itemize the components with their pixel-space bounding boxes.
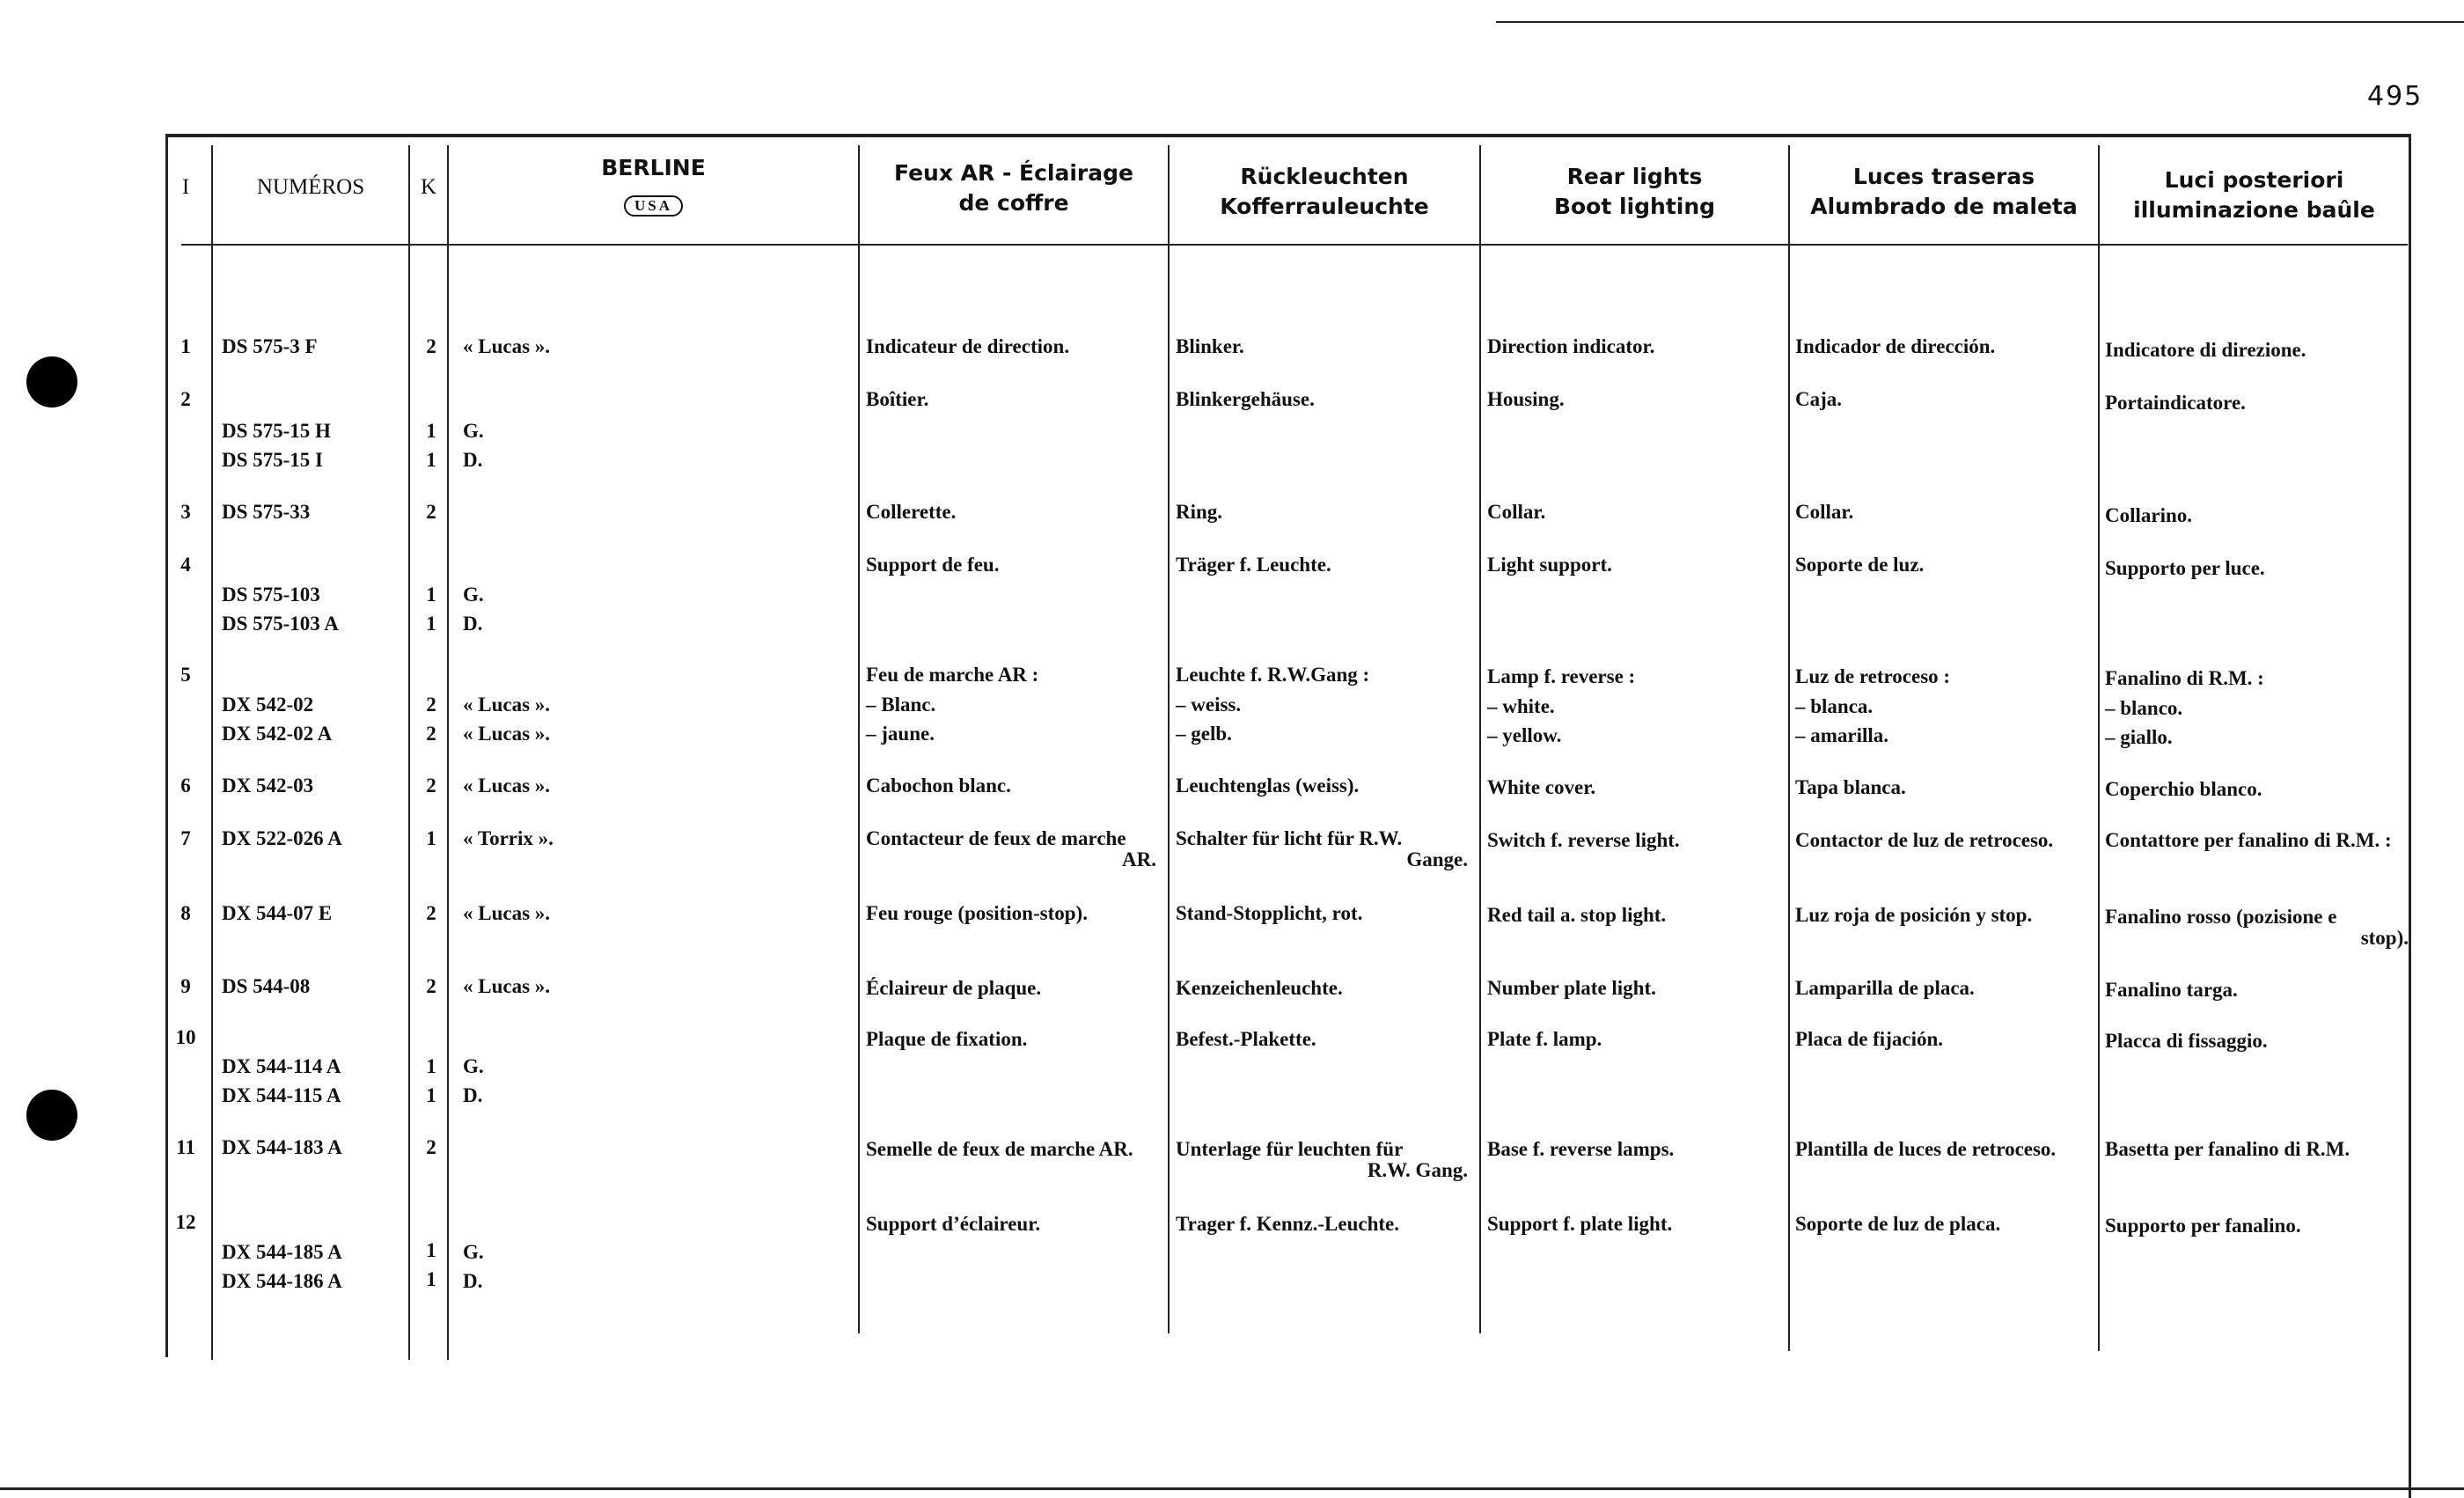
header-model-label: BERLINE: [601, 155, 706, 180]
desc-french: AR.: [1122, 848, 1156, 870]
desc-german: Ring.: [1176, 501, 1223, 523]
desc-german: Leuchte f. R.W.Gang :: [1176, 664, 1370, 686]
col-divider: [408, 145, 410, 1360]
part-number: DX 542-03: [222, 775, 314, 797]
desc-french: Plaque de fixation.: [866, 1028, 1028, 1050]
header-model: [449, 153, 858, 218]
part-number: DS 575-15 H: [222, 420, 331, 442]
desc-french: Indicateur de direction.: [866, 335, 1070, 357]
desc-spanish: Luz roja de posición y stop.: [1795, 904, 2033, 926]
desc-french: Boîtier.: [866, 388, 929, 410]
quantity: 2: [426, 501, 436, 523]
col-divider: [1168, 145, 1170, 1333]
quantity: 1: [426, 1239, 436, 1261]
desc-italian: Fanalino rosso (pozisione e: [2105, 906, 2337, 928]
desc-english: Housing.: [1487, 388, 1565, 410]
desc-spanish: Plantilla de luces de retroceso.: [1795, 1138, 2057, 1160]
header-german: [1170, 162, 1479, 222]
header-french: [860, 158, 1168, 218]
desc-english: Red tail a. stop light.: [1487, 904, 1667, 926]
header-english-line: Boot lighting: [1553, 194, 1716, 219]
page-number: 495: [2367, 81, 2424, 112]
row-index: 1: [180, 335, 191, 357]
part-note: D.: [463, 613, 483, 635]
part-number: DS 575-3 F: [222, 335, 318, 357]
desc-english: White cover.: [1487, 776, 1596, 798]
part-note: « Lucas ».: [463, 775, 551, 797]
part-number: DX 542-02: [222, 694, 314, 716]
desc-german: Stand-Stopplicht, rot.: [1176, 902, 1363, 924]
row-index: 5: [180, 664, 191, 686]
row-index: 4: [180, 554, 191, 576]
desc-german: Schalter für licht für R.W.: [1176, 827, 1403, 849]
part-number: DS 575-103: [222, 584, 320, 606]
header-spanish-line: Alumbrado de maleta: [1810, 194, 2078, 219]
desc-french: Collerette.: [866, 501, 957, 523]
col-divider: [211, 145, 213, 1360]
desc-spanish: Tapa blanca.: [1795, 776, 1906, 798]
header-german-line: Kofferrauleuchte: [1220, 194, 1429, 219]
quantity: 1: [426, 584, 436, 606]
part-note: « Lucas ».: [463, 902, 551, 924]
part-note: G.: [463, 1241, 484, 1263]
table-top-rule: [167, 134, 2411, 137]
part-number: DX 544-186 A: [222, 1270, 342, 1292]
binder-hole-bottom: [26, 1090, 77, 1141]
row-index: 3: [180, 501, 191, 523]
desc-italian: Fanalino di R.M. :: [2105, 667, 2264, 689]
desc-italian: Fanalino targa.: [2105, 979, 2238, 1001]
quantity: 1: [426, 1268, 436, 1290]
binder-hole-top: [26, 356, 77, 408]
header-french-line: Feux AR - Éclairage: [894, 160, 1133, 186]
part-note: G.: [463, 584, 484, 606]
col-divider: [2098, 145, 2100, 1351]
desc-french: Support de feu.: [866, 554, 1000, 576]
desc-french: – jaune.: [866, 723, 935, 745]
desc-italian: stop).: [2360, 927, 2409, 949]
desc-french: Contacteur de feux de marche: [866, 827, 1126, 849]
desc-german: Gange.: [1406, 848, 1468, 870]
desc-french: Semelle de feux de marche AR.: [866, 1138, 1133, 1160]
desc-english: Base f. reverse lamps.: [1487, 1138, 1675, 1160]
header-italian: [2100, 165, 2409, 225]
quantity: 1: [426, 827, 436, 849]
desc-french: Support d’éclaireur.: [866, 1213, 1041, 1235]
desc-french: Éclaireur de plaque.: [866, 977, 1042, 999]
row-index: 8: [180, 902, 191, 924]
part-note: G.: [463, 420, 484, 442]
desc-german: Blinker.: [1176, 335, 1244, 357]
desc-italian: Portaindicatore.: [2105, 392, 2246, 414]
desc-italian: Indicatore di direzione.: [2105, 339, 2306, 361]
header-numbers: NUMÉROS: [256, 175, 365, 199]
desc-italian: Coperchio blanco.: [2105, 778, 2262, 800]
desc-spanish: Soporte de luz.: [1795, 554, 1925, 576]
header-spanish-line: Luces traseras: [1852, 164, 2035, 189]
desc-spanish: Contactor de luz de retroceso.: [1795, 829, 2054, 851]
part-number: DX 522-026 A: [222, 827, 342, 849]
header-german-line: Rückleuchten: [1240, 164, 1409, 189]
part-note: D.: [463, 449, 483, 471]
row-index: 9: [180, 975, 191, 997]
desc-spanish: Indicador de dirección.: [1795, 335, 1996, 357]
part-note: « Lucas ».: [463, 694, 551, 716]
desc-english: Direction indicator.: [1487, 335, 1655, 357]
quantity: 2: [426, 902, 436, 924]
quantity: 2: [426, 1136, 436, 1158]
header-index: I: [181, 175, 190, 199]
row-index: 11: [176, 1136, 195, 1158]
part-number: DX 544-114 A: [222, 1055, 341, 1077]
desc-spanish: Caja.: [1795, 388, 1843, 410]
part-note: « Lucas ».: [463, 975, 551, 997]
header-italian-line: illuminazione baûle: [2133, 197, 2375, 223]
header-bottom-rule: [181, 244, 2408, 246]
desc-italian: – blanco.: [2105, 697, 2183, 719]
row-index: 6: [180, 775, 191, 797]
desc-english: Number plate light.: [1487, 977, 1656, 999]
desc-italian: Contattore per fanalino di R.M. :: [2105, 829, 2392, 851]
desc-italian: – giallo.: [2105, 726, 2173, 748]
desc-german: – gelb.: [1176, 723, 1232, 745]
desc-german: R.W. Gang.: [1367, 1159, 1468, 1181]
desc-italian: Supporto per fanalino.: [2105, 1215, 2301, 1237]
desc-german: Trager f. Kennz.-Leuchte.: [1176, 1213, 1400, 1235]
quantity: 2: [426, 335, 436, 357]
row-index: 7: [180, 827, 191, 849]
desc-french: – Blanc.: [866, 694, 936, 716]
quantity: 1: [426, 449, 436, 471]
part-note: D.: [463, 1084, 483, 1106]
part-number: DS 544-08: [222, 975, 311, 997]
desc-german: Träger f. Leuchte.: [1176, 554, 1331, 576]
desc-spanish: Soporte de luz de placa.: [1795, 1213, 2001, 1235]
desc-spanish: Placa de fijación.: [1795, 1028, 1943, 1050]
quantity: 1: [426, 1055, 436, 1077]
quantity: 2: [426, 975, 436, 997]
desc-french: Feu de marche AR :: [866, 664, 1039, 686]
desc-english: Support f. plate light.: [1487, 1213, 1673, 1235]
quantity: 1: [426, 420, 436, 442]
desc-german: Blinkergehäuse.: [1176, 388, 1315, 410]
desc-italian: Basetta per fanalino di R.M.: [2105, 1138, 2350, 1160]
part-number: DX 544-07 E: [222, 902, 333, 924]
desc-german: Befest.-Plakette.: [1176, 1028, 1316, 1050]
header-k: K: [420, 175, 437, 199]
quantity: 2: [426, 694, 436, 716]
top-scan-rule: [1496, 21, 2464, 23]
part-note: « Torrix ».: [463, 827, 554, 849]
col-divider: [1788, 145, 1790, 1351]
part-number: DX 544-185 A: [222, 1241, 342, 1263]
col-divider: [447, 145, 449, 1360]
part-note: D.: [463, 1270, 483, 1292]
header-french-line: de coffre: [958, 190, 1069, 216]
desc-spanish: Luz de retroceso :: [1795, 665, 1951, 687]
part-number: DX 544-115 A: [222, 1084, 341, 1106]
desc-english: Plate f. lamp.: [1487, 1028, 1602, 1050]
desc-german: Unterlage für leuchten für: [1176, 1138, 1404, 1160]
part-number: DS 575-15 I: [222, 449, 324, 471]
row-index: 2: [180, 388, 191, 410]
desc-english: Collar.: [1487, 501, 1546, 523]
part-note: G.: [463, 1055, 484, 1077]
part-number: DX 544-183 A: [222, 1136, 342, 1158]
quantity: 1: [426, 613, 436, 635]
part-note: « Lucas ».: [463, 335, 551, 357]
part-number: DS 575-103 A: [222, 613, 339, 635]
desc-french: Cabochon blanc.: [866, 775, 1011, 797]
desc-italian: Placca di fissaggio.: [2105, 1030, 2268, 1052]
desc-english: Light support.: [1487, 554, 1612, 576]
desc-english: – yellow.: [1487, 724, 1562, 746]
quantity: 1: [426, 1084, 436, 1106]
col-divider: [1479, 145, 1481, 1333]
quantity: 2: [426, 723, 436, 745]
row-index: 12: [175, 1211, 196, 1233]
col-divider: [858, 145, 860, 1333]
desc-french: Feu rouge (position-stop).: [866, 902, 1088, 924]
desc-spanish: Collar.: [1795, 501, 1854, 523]
header-english: [1481, 162, 1788, 222]
page-bottom-rule: [0, 1487, 2464, 1490]
desc-german: – weiss.: [1176, 694, 1242, 716]
part-note: « Lucas ».: [463, 723, 551, 745]
header-italian-line: Luci posteriori: [2164, 167, 2344, 193]
desc-italian: Collarino.: [2105, 504, 2193, 526]
desc-english: Switch f. reverse light.: [1487, 829, 1680, 851]
part-number: DS 575-33: [222, 501, 311, 523]
part-number: DX 542-02 A: [222, 723, 333, 745]
table-right-border: [2409, 134, 2411, 1498]
desc-spanish: – blanca.: [1795, 695, 1874, 717]
row-index: 10: [175, 1026, 196, 1048]
header-spanish: [1790, 162, 2098, 222]
desc-spanish: Lamparilla de placa.: [1795, 977, 1975, 999]
desc-spanish: – amarilla.: [1795, 724, 1889, 746]
desc-italian: Supporto per luce.: [2105, 557, 2265, 579]
desc-english: – white.: [1487, 695, 1555, 717]
usa-logo: USA: [624, 195, 683, 217]
header-english-line: Rear lights: [1566, 164, 1703, 189]
desc-german: Leuchtenglas (weiss).: [1176, 775, 1360, 797]
desc-german: Kenzeichenleuchte.: [1176, 977, 1343, 999]
table-left-border: [165, 134, 168, 1357]
quantity: 2: [426, 775, 436, 797]
desc-english: Lamp f. reverse :: [1487, 665, 1636, 687]
